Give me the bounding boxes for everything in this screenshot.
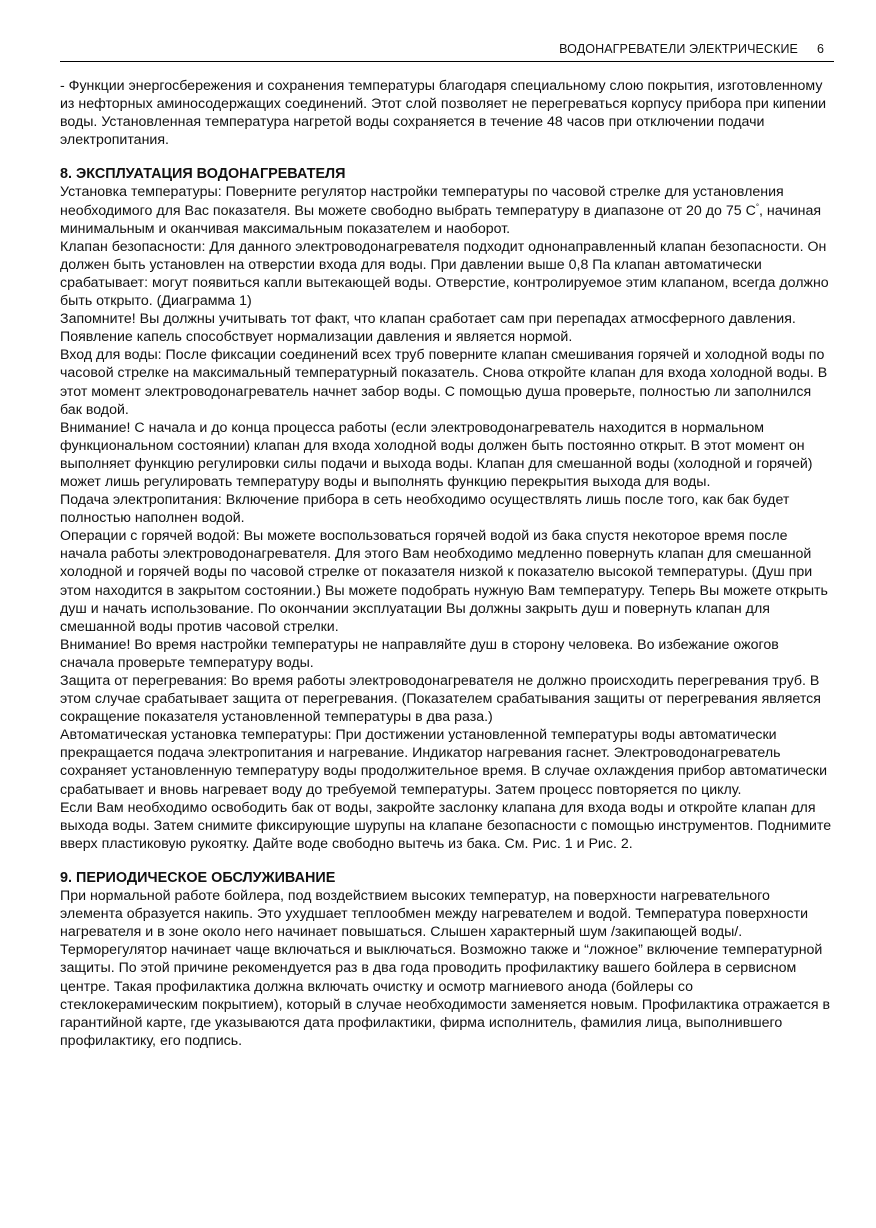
- paragraph-attention-shower: Внимание! Во время настройки температуры не направляйте душ в сторону человека. Во избежание ожогов сначала проверьте температуру воды.: [60, 636, 779, 671]
- intro-paragraph: - Функции энергосбережения и сохранения температуры благодаря специальному слою покрытия, изготовленному из нефторных аминосодержащих соединений. Этот слой позволяет не перегреваться корпусу прибора при кипении воды. Установленная температура нагретой воды сохраняется в течение 48 часов при отключении подачи электропитания.: [60, 78, 827, 149]
- section-9-heading: 9. ПЕРИОДИЧЕСКОЕ ОБСЛУЖИВАНИЕ: [60, 869, 336, 886]
- paragraph-power-supply: Подача электропитания: Включение прибора в сеть необходимо осуществлять лишь после того, как бак будет полностью наполнен водой.: [60, 492, 790, 527]
- temperature-text: Установка температуры: Поверните регулятор настройки температуры по часовой стрелке для установления необходимого для Вас показателя. Вы можете свободно выбрать температуру в диапазоне от 20 до 75 С: [60, 184, 784, 219]
- paragraph-drain-tank: Если Вам необходимо освободить бак от воды, закройте заслонку клапана для входа воды и откройте клапан для выхода воды. Затем снимите фиксирующие шурупы на клапане безопасности с помощью инструментов. Поднимите вверх пластиковую рукоятку. Дайте воде свободно вытечь из бака. См. Рис. 1 и Рис. 2.: [60, 799, 832, 852]
- paragraph-maintenance: При нормальной работе бойлера, под воздействием высоких температур, на поверхности нагревательного элемента образуется накипь. Это ухудшает теплообмен между нагревателем и водой. Температура поверхности нагревателя и в зоне около него начинает повышаться. Слышен характерный шум /закипающей воды/. Терморегулятор начинает чаще включаться и выключаться. Возможно также и “ложное” включение температурной защиты. По этой причине рекомендуется раз в два года проводить профилактику вашего бойлера в сервисном центре. Такая профилактика должна включать очистку и осмотр магниевого анода (бойлеры со стеклокерамическим покрытием), который в случае необходимости заменяется новым. Профилактика отражается в гарантийной карте, где указываются дата профилактики, фирма исполнитель, фамилия лица, выполнившего профилактику, его подпись.: [60, 888, 831, 1049]
- paragraph-safety-valve: Клапан безопасности: Для данного электроводонагревателя подходит однонаправленный клапан безопасности. Он должен быть установлен на отверстии входа для воды. При давлении выше 0,8 Па клапан автоматически срабатывает: могут появиться капли вытекающей воды. Отверстие, контролируемое этим клапаном, всегда должно быть открыто. (Диаграмма 1): [60, 238, 829, 310]
- paragraph-auto-temperature: Автоматическая установка температуры: При достижении установленной температуры воды автоматически прекращается подача электропитания и нагревание. Индикатор нагревания гаснет. Электроводонагреватель сохраняет установленную температуру воды продолжительное время. В случае охлаждения прибор автоматически срабатывает и вновь нагревает воду до требуемой температуры. Затем процесс повторяется по циклу.: [60, 727, 828, 798]
- section-8-heading: 8. ЭКСПЛУАТАЦИЯ ВОДОНАГРЕВАТЕЛЯ: [60, 166, 346, 183]
- paragraph-water-inlet: Вход для воды: После фиксации соединений всех труб поверните клапан смешивания горячей и холодной воды по часовой стрелке на максимальный температурный показатель. Снова откройте клапан для входа холодной воды. В этот момент электроводонагреватель начнет забор воды. С помощью душа проверьте, полностью ли заполнился бак водой.: [60, 347, 828, 418]
- page-header: [60, 41, 834, 62]
- paragraph-remember: Запомните! Вы должны учитывать тот факт, что клапан сработает сам при перепадах атмосферного давления. Появление капель способствует нормализации давления и является нормой.: [60, 311, 796, 346]
- document-body: [60, 77, 832, 1050]
- page-number: 6: [817, 42, 824, 56]
- paragraph-attention-valve: Внимание! С начала и до конца процесса работы (если электроводонагреватель находится в нормальном функциональном состоянии) клапан для входа холодной воды должен быть постоянно открыт. В этот момент он выполняет функцию регулировки силы подачи и выхода воды. Клапан для смешанной воды (холодной и горячей) может лишь регулировать температуру воды и выполнять функцию перекрытия выхода для воды.: [60, 419, 813, 490]
- paragraph-overheat-protection: Защита от перегревания: Во время работы электроводонагревателя не должно происходить перегревания труб. В этом случае срабатывает защита от перегревания. (Показателем срабатывания защиты от перегревания является сокращение показателя установленной температуры в два раза.): [60, 673, 821, 726]
- header-title: ВОДОНАГРЕВАТЕЛИ ЭЛЕКТРИЧЕСКИЕ: [559, 42, 798, 56]
- temperature-text-end: , начиная минимальным и оканчивая максимальным показателем и наоборот.: [60, 202, 822, 237]
- degree-sign: °: [755, 201, 760, 211]
- paragraph-hot-water: Операции с горячей водой: Вы можете воспользоваться горячей водой из бака спустя некоторое время после начала работы электроводонагревателя. Для этого Вам необходимо медленно повернуть клапан для смешанной холодной и горячей воды по часовой стрелке от показателя низкой к показателю высокой температуры. (Душ при этом находится в закрытом состоянии.) Вы можете подобрать нужную Вам температуру. Теперь Вы можете открыть душ и начать использование. По окончании эксплуатации Вы должны закрыть душ и повернуть клапан для смешанной воды против часовой стрелки.: [60, 528, 828, 635]
- paragraph-temperature-setting: [60, 183, 832, 237]
